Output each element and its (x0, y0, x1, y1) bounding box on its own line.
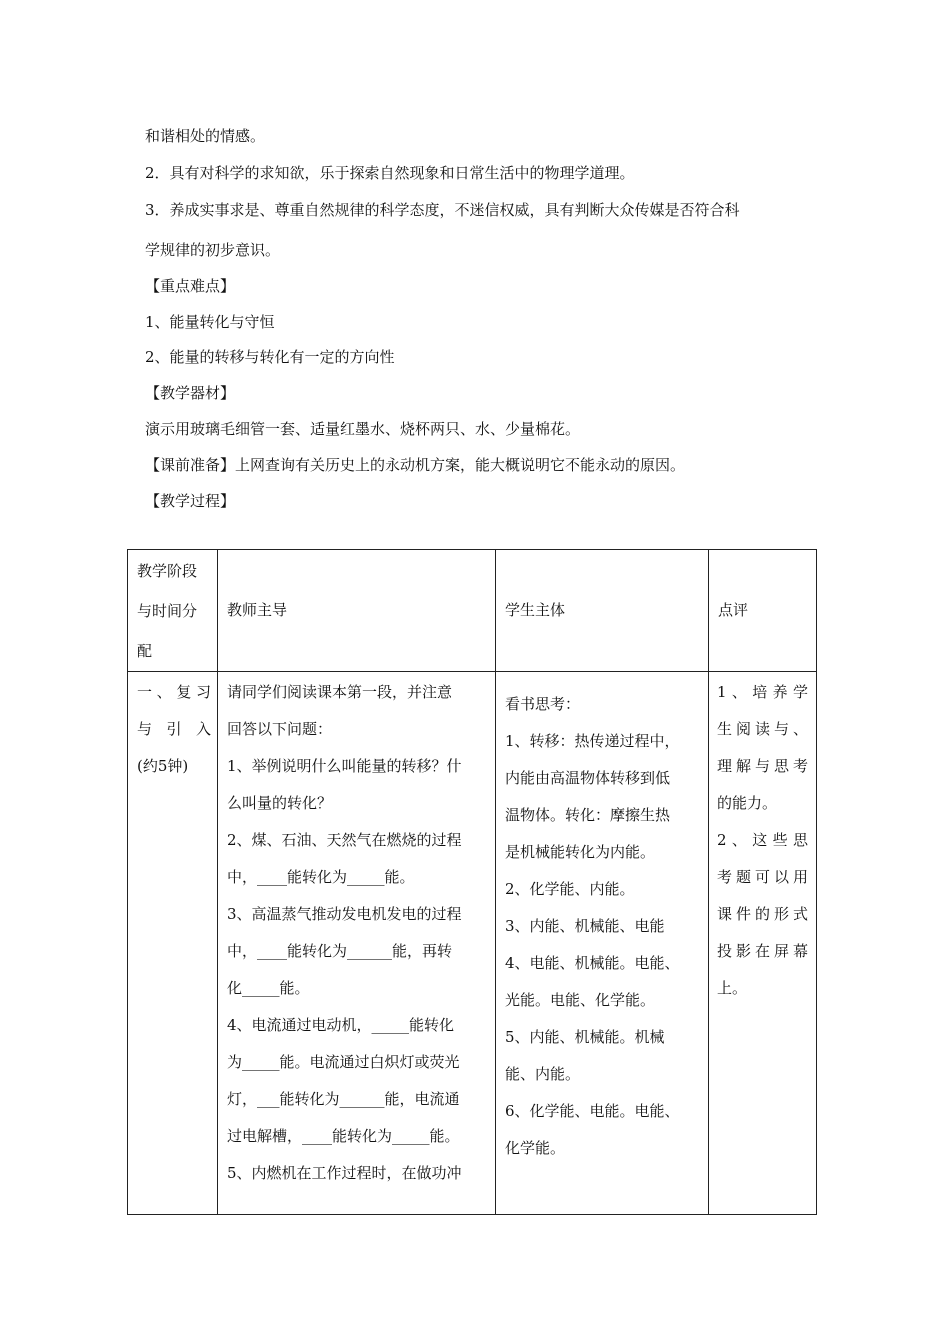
teacher-line: 3、高温蒸气推动发电机发电的过程 (227, 905, 462, 923)
comment-line: 考题可以用 (717, 868, 808, 886)
table-header-row (128, 550, 817, 672)
student-line: 能、内能。 (505, 1065, 581, 1083)
stage-line: (约5钟) (137, 757, 189, 775)
header-stage-line: 教学阶段 (137, 562, 198, 580)
student-line: 看书思考： (505, 695, 581, 713)
student-line: 光能。电能、化学能。 (505, 991, 656, 1009)
comment-line: 课件的形式 (717, 905, 808, 923)
teacher-line: 回答以下问题： (227, 720, 333, 738)
teacher-cell (218, 672, 496, 1215)
intro-line: 3．养成实事求是、尊重自然规律的科学态度，不迷信权威，具有判断大众传媒是否符合科 (145, 201, 740, 219)
student-line: 是机械能转化为内能。 (505, 843, 656, 861)
intro-line: 学规律的初步意识。 (145, 241, 281, 259)
teacher-line: 请同学们阅读课本第一段，并注意 (227, 683, 453, 701)
teacher-line: 中，____能转化为_____能。 (227, 868, 415, 886)
section-heading-process: 【教学过程】 (145, 492, 236, 510)
stage-line: 与 引 入 (137, 720, 211, 738)
section-heading-key-points: 【重点难点】 (145, 277, 236, 295)
student-line: 5、内能、机械能。机械 (505, 1028, 665, 1046)
stage-line: 一、复习 (137, 683, 211, 701)
teacher-line: 中，____能转化为______能，再转 (227, 942, 453, 960)
comment-line: 1、培养学 (717, 683, 808, 701)
teacher-line: 过电解槽，____能转化为_____能。 (227, 1127, 460, 1145)
table-row (128, 672, 817, 1215)
student-line: 6、化学能、电能。电能、 (505, 1102, 680, 1120)
student-line: 内能由高温物体转移到低 (505, 769, 671, 787)
comment-line: 上。 (717, 979, 748, 997)
header-stage-line: 配 (137, 642, 153, 660)
comment-line: 理解与思考 (717, 757, 808, 775)
intro-line: 2、能量的转移与转化有一定的方向性 (145, 348, 395, 366)
header-comment: 点评 (709, 550, 817, 672)
comment-line: 生阅读与、 (717, 720, 808, 738)
teacher-line: 化_____能。 (227, 979, 310, 997)
student-line: 2、化学能、内能。 (505, 880, 635, 898)
comment-line: 投影在屏幕 (717, 942, 808, 960)
teacher-line: 么叫量的转化？ (227, 794, 333, 812)
intro-line: 1、能量转化与守恒 (145, 313, 275, 331)
intro-line: 和谐相处的情感。 (145, 127, 266, 145)
teacher-line: 5、内燃机在工作过程时，在做功冲 (227, 1164, 462, 1182)
student-line: 3、内能、机械能、电能 (505, 917, 665, 935)
teacher-line: 灯，___能转化为______能，电流通 (227, 1090, 460, 1108)
student-cell (496, 672, 709, 1215)
header-stage (128, 550, 218, 672)
teaching-process-table (127, 549, 817, 1215)
intro-line: 2．具有对科学的求知欲，乐于探索自然现象和日常生活中的物理学道理。 (145, 164, 635, 182)
section-heading-equipment: 【教学器材】 (145, 384, 236, 402)
header-teacher: 教师主导 (218, 550, 496, 672)
teacher-line: 1、举例说明什么叫能量的转移？什 (227, 757, 462, 775)
comment-line: 的能力。 (717, 794, 778, 812)
header-student: 学生主体 (496, 550, 709, 672)
header-stage-line: 与时间分 (137, 602, 198, 620)
section-heading-preparation: 【课前准备】上网查询有关历史上的永动机方案，能大概说明它不能永动的原因。 (145, 456, 686, 474)
student-line: 1、转移：热传递过程中， (505, 732, 680, 750)
teacher-line: 4、电流通过电动机，_____能转化 (227, 1016, 455, 1034)
teacher-line: 为_____能。电流通过白炽灯或荧光 (227, 1053, 460, 1071)
student-line: 化学能。 (505, 1139, 566, 1157)
intro-line: 演示用玻璃毛细管一套、适量红墨水、烧杯两只、水、少量棉花。 (145, 420, 581, 438)
student-line: 4、电能、机械能。电能、 (505, 954, 680, 972)
teacher-line: 2、煤、石油、天然气在燃烧的过程 (227, 831, 462, 849)
comment-cell (709, 672, 817, 1215)
student-line: 温物体。转化：摩擦生热 (505, 806, 671, 824)
stage-cell (128, 672, 218, 1215)
comment-line: 2、这些思 (717, 831, 808, 849)
